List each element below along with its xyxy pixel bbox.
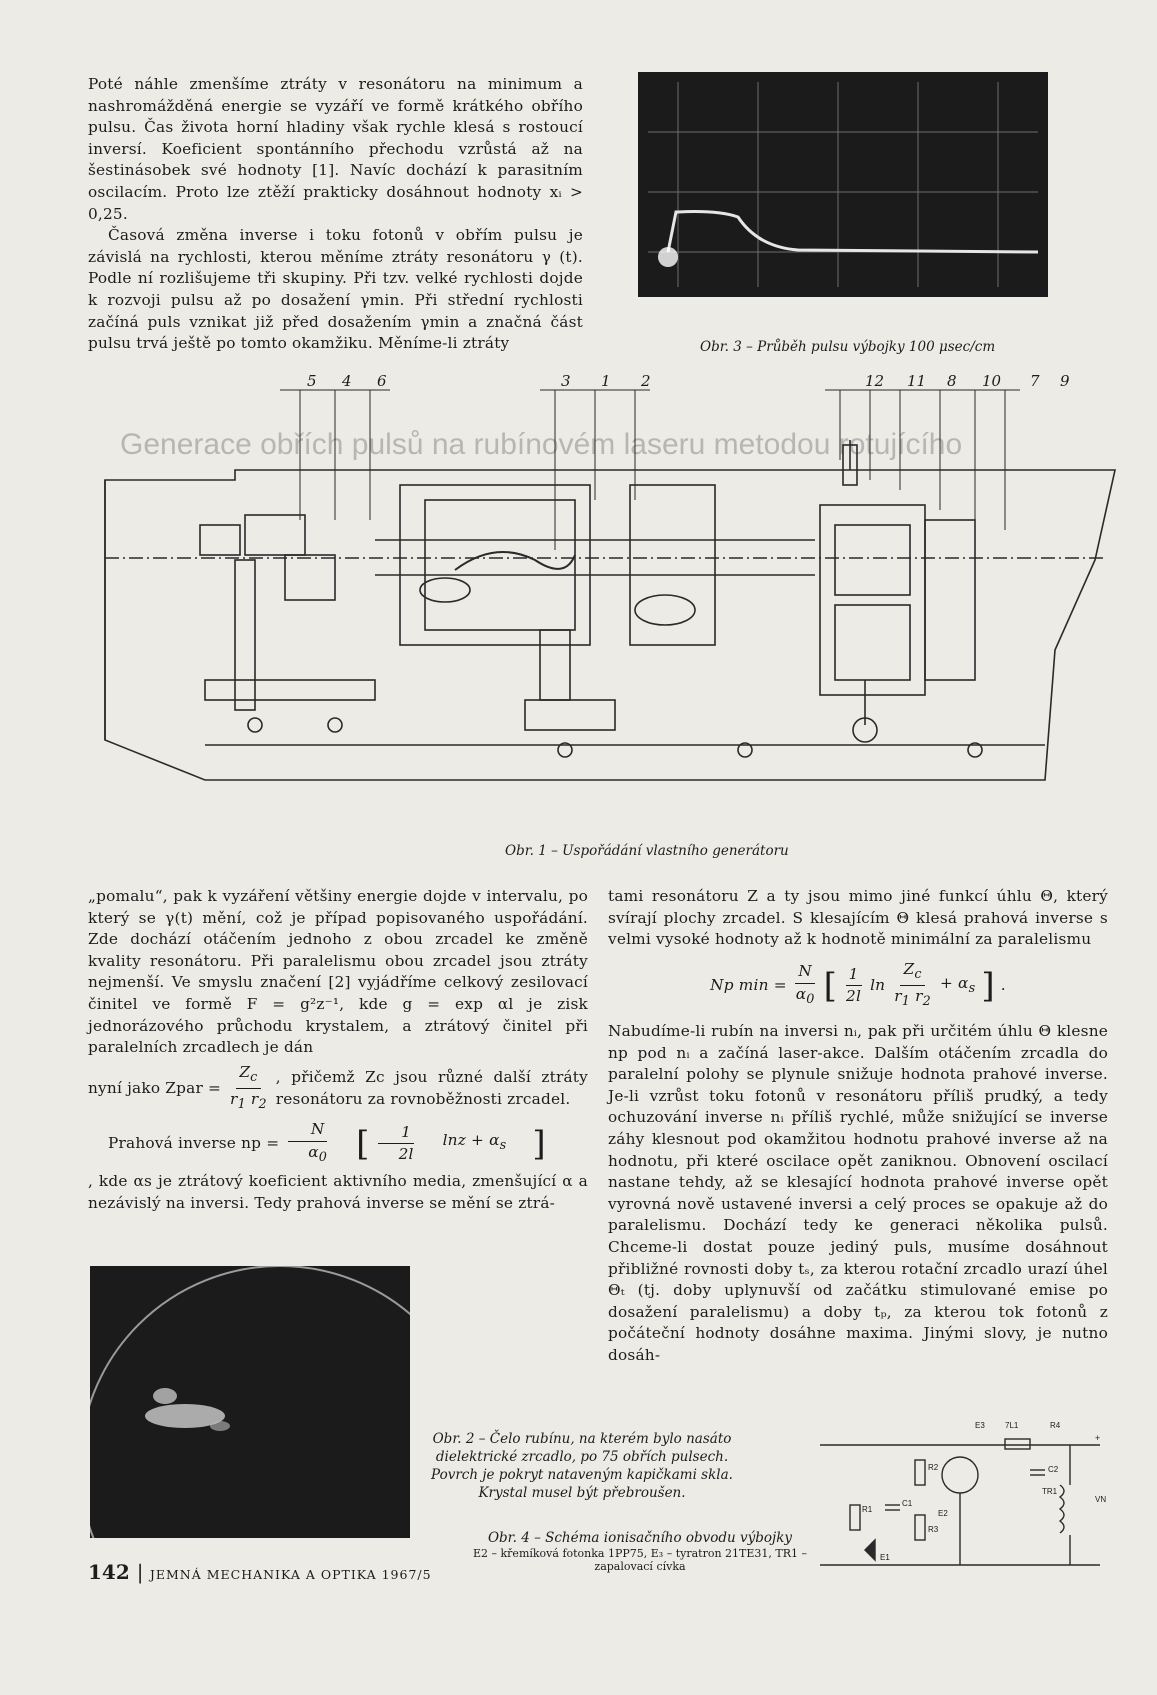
label-e1: E1: [880, 1553, 890, 1562]
bleed-through-heading: Generace obřích pulsů na rubínovém laseru metodou rotujícího: [120, 428, 963, 461]
fig4-caption: [470, 1529, 810, 1573]
fig1-label-12: 12: [865, 372, 885, 390]
generator-drawing: [95, 380, 1125, 800]
zpar-fraction: $\frac{Z_c}{r_1 r_2}$: [230, 1062, 267, 1113]
paragraph-5: tami resonátoru Z a ty jsou mimo jiné funkcí úhlu Θ, který svírají plochy zrcadel. S klesajícím Θ klesá prahová inverse s velmi vysoké hodnoty až k hodnotě minimální za paralelismu: [608, 887, 1108, 949]
fig1-label-1: 1: [601, 372, 611, 390]
np-min-formula: Np min = $\frac{N}{\alpha_0}$ [ $\frac{1}{2l}$ ln $\frac{Z_c}{r_1 r_2}$ + $\alpha_s$ ] .: [710, 959, 1006, 1010]
zpar-intro: nyní jako Zpar =: [88, 1079, 222, 1098]
np-intro: Prahová inverse np =: [108, 1133, 280, 1152]
fig1-drawing: [95, 372, 1125, 800]
fig3-caption: Obr. 3 – Průběh pulsu výbojky 100 μsec/cm: [700, 339, 996, 355]
right-column: [608, 886, 1108, 1367]
journal-name: JEMNÁ MECHANIKA A OPTIKA 1967/5: [149, 1567, 432, 1582]
fig1-caption: Obr. 1 – Uspořádání vlastního generátoru: [505, 843, 789, 859]
label-c2: C2: [1048, 1465, 1059, 1474]
fig4-circuit: [810, 1421, 1110, 1585]
fig1-label-3: 3: [561, 372, 571, 390]
label-c1: C1: [902, 1499, 913, 1508]
ionisation-schematic: [810, 1425, 1110, 1585]
label-r2: R2: [928, 1463, 939, 1472]
left-column-top: [88, 74, 583, 355]
label-7l1: 7L1: [1005, 1421, 1019, 1430]
paragraph-2: Časová změna inverse i toku fotonů v obřím pulsu je závislá na rychlosti, kterou měníme ztráty resonátoru γ (t). Podle ní rozlišujeme tři skupiny. Při tzv. velké rychlosti dojde k rozvoji pulsu až po dosažení γmin. Při střední rychlosti začíná puls vznikat již před dosažením γmin a značná část pulsu trvá ještě po tomto okamžiku. Měníme-li ztráty: [88, 226, 583, 353]
np-formula: Prahová inverse np = $\frac{N}{\alpha_0}$ [ $\frac{1}{2l}$ $\ln z + \alpha_s$ ]: [88, 1119, 588, 1168]
paragraph-4: , kde αs je ztrátový koeficient aktivního media, zmenšující α a nezávislý na inversi. Tedy prahová inverse se mění se ztrá-: [88, 1172, 588, 1212]
np-min-label: Np min =: [710, 976, 787, 995]
paragraph-1: Poté náhle zmenšíme ztráty v resonátoru na minimum a nashromážděná energie se vyzáří ve formě krátkého obřího pulsu. Čas života horní hladiny však rychle klesá s rostoucí inversí. Koeficient spontánního přechodu vzrůstá až na šestinásobek své hodnoty [1]. Navíc dochází k parasitním oscilacím. Proto lze ztěží prakticky dosáhnout hodnoty xᵢ > 0,25.: [88, 75, 583, 223]
fig1-label-11: 11: [907, 372, 927, 390]
fig1-label-7: 7: [1030, 372, 1040, 390]
fig4-caption-title: Obr. 4 – Schéma ionisačního obvodu výbojky: [487, 1530, 793, 1546]
label-r4: R4: [1050, 1421, 1061, 1430]
fig4-caption-sub: E2 – křemíková fotonka 1PP75, E₃ – tyratron 21TE31, TR1 – zapalovací cívka: [472, 1547, 808, 1573]
label-e3: E3: [975, 1421, 985, 1430]
label-e2: E2: [938, 1509, 948, 1518]
label-r3: R3: [928, 1525, 939, 1534]
page-footer: 142 | JEMNÁ MECHANIKA A OPTIKA 1967/5: [88, 1560, 432, 1584]
label-plus: +: [1095, 1433, 1101, 1443]
zpar-formula: [88, 1062, 588, 1116]
fig1-label-4: 4: [342, 372, 352, 390]
fig1-label-9: 9: [1060, 372, 1070, 390]
fig2-caption: Obr. 2 – Čelo rubínu, na kterém bylo nasáto dielektrické zrcadlo, po 75 obřích pulsech. Povrch je pokryt nataveným kapičkami skla. Krystal musel být přebroušen.: [431, 1431, 733, 1501]
paragraph-6: Nabudíme-li rubín na inversi nᵢ, pak při určitém úhlu Θ klesne np pod nᵢ a začíná laser-akce. Dalším otáčením zrcadla do paralelní polohy se plynule snižuje hodnota prahové inverse. Je-li vzrůst toku fotonů v resonátoru příliš prudký, a tedy ochuzování inverse nᵢ příliš rychlé, může snižující se inverse záhy klesnout pod okamžitou hodnotu prahové inverse až na hodnotu, při které oscilace opět zaniknou. Obnovení oscilací nastane tehdy, až se klesající hodnota prahové inverse opět vyrovná nově ustavené inversi a celý proces se opakuje až do paralelismu. Dochází tedy ke generaci několika pulsů. Chceme-li dostat pouze jediný puls, musíme dosáhnout přibližné rovnosti doby tₛ, za kterou rotační zrcadlo urazí úhel Θₜ (tj. doby uplynuvší od začátku stimulované emise po dosažení paralelismu) a doby tₚ, za kterou tok fotonů z počáteční hodnoty dosáhne maxima. Jinými slovy, je nutno dosáh-: [608, 1022, 1108, 1364]
fig2-ruby-photo: [90, 1266, 410, 1538]
label-tr1: TR1: [1042, 1487, 1058, 1496]
fig1-label-2: 2: [641, 372, 651, 390]
np-fraction: $\frac{N}{\alpha_0}$: [285, 1119, 330, 1168]
fig3-oscillogram: [638, 72, 1048, 297]
pulse-trace: [638, 72, 1048, 297]
paragraph-3: „pomalu“, pak k vyzáření většiny energie dojde v intervalu, po který se γ(t) mění, což je případ popisovaného uspořádání. Zde dochází otáčením jednoho z obou zrcadel ke změně kvality resonátoru. Při paralelismu obou zrcadel jsou ztráty nejmenší. Ve smyslu značení [2] vyjádříme celkový zesilovací činitel ve formě F = g²z⁻¹, kde g = exp αl je zisk jednorázového průchodu krystalem, a ztrátový činitel při paralelních zrcadlech je dán: [88, 887, 588, 1057]
label-vn: VN: [1095, 1495, 1107, 1504]
left-column-bottom: [88, 886, 588, 1214]
fig1-label-8: 8: [947, 372, 957, 390]
label-r1: R1: [862, 1505, 873, 1514]
page-number: 142: [88, 1560, 130, 1584]
fig1-label-5: 5: [307, 372, 317, 390]
zpar-tail: , přičemž Zc jsou různé další ztráty resonátoru za rovnoběžnosti zrcadel.: [275, 1068, 588, 1108]
ruby-face: [90, 1266, 410, 1538]
fig1-label-10: 10: [982, 372, 1002, 390]
fig1-label-6: 6: [377, 372, 387, 390]
